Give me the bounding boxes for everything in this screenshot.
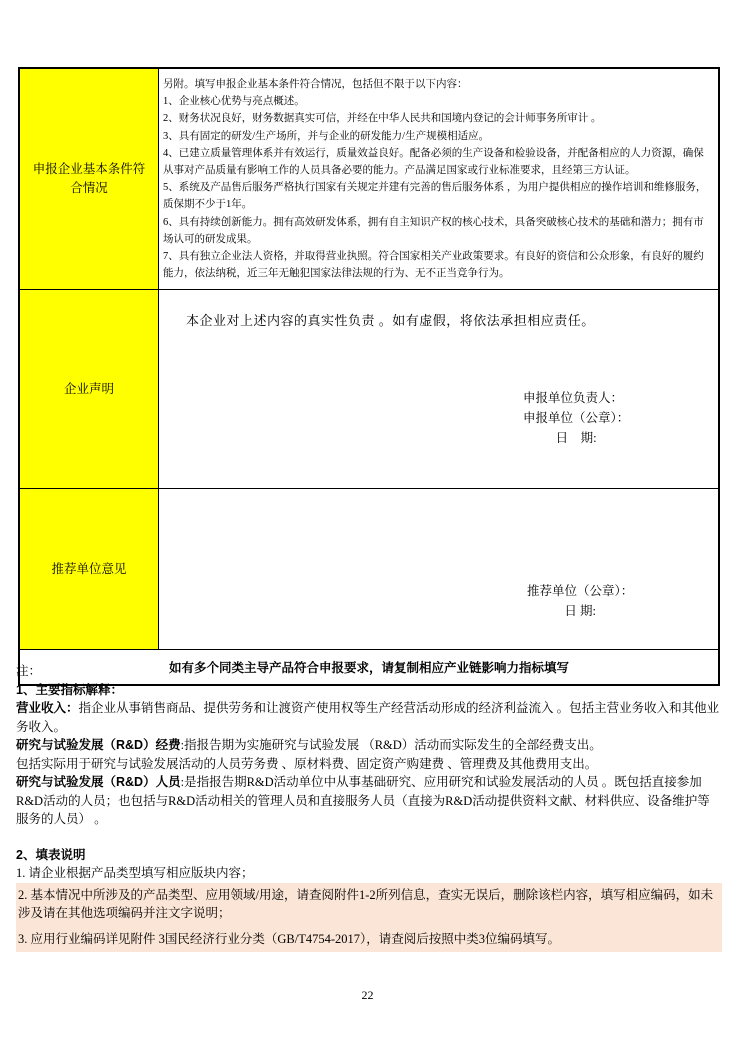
condition-paragraph: 3、具有固定的研发/生产场所，并与企业的研发能力/生产规模相适应。 <box>163 130 490 142</box>
declaration-statement: 本企业对上述内容的真实性负责 。如有虚假，将依法承担相应责任。 <box>186 313 595 329</box>
revenue-term: 营业收入： <box>16 701 79 715</box>
declaration-signature-block <box>523 388 629 448</box>
revenue-definition <box>16 699 722 736</box>
basic-conditions-row <box>19 68 719 290</box>
condition-paragraph: 4、已建立质量管理体系并有效运行，质量效益良好。配备必须的生产设备和检验设备，并配备相应的人力资源，确保从事对产品质量有影响工作的人员具备必要的能力。产品满足国家或行业标准要求，且经第三方认证。 <box>163 147 704 177</box>
declaration-row <box>19 290 719 489</box>
condition-paragraph: 5、系统及产品售后服务严格执行国家有关规定并建有完善的售后服务体系 ，为用户提供相应的操作培训和维修服务，质保期不少于1年。 <box>163 182 707 211</box>
declaration-content-cell <box>159 290 720 489</box>
rd-expense-text-2: 包括实际用于研究与试验发展活动的人员劳务费 、原材料费、固定资产购建费 、管理费及其他费用支出。 <box>16 756 598 771</box>
form-instructions-title: 2、填表说明 <box>16 847 86 862</box>
signature-line: 申报单位（公章）： <box>523 411 630 426</box>
basic-conditions-content-cell <box>159 68 720 290</box>
instruction-item-1: 1. 请企业根据产品类型填写相应版块内容； <box>16 866 254 880</box>
instruction-item-2: 2. 基本情况中所涉及的产品类型、应用领域/用途，请查阅附件1-2所列信息，查实无误后，删除该栏内容，填写相应编码，如未涉及请在其他选项编码并注文字说明； <box>16 883 722 927</box>
signature-line: 日 期: <box>564 604 596 619</box>
rd-expense-term: 研究与试验发展（R&D）经费 <box>16 738 181 752</box>
condition-paragraph: 另附。填写申报企业基本条件符合情况，包括但不限于以下内容： <box>163 79 468 90</box>
signature-line: 日 期: <box>555 431 597 446</box>
footer-note-cell: 如有多个同类主导产品符合申报要求，请复制相应产业链影响力指标填写 <box>19 650 719 686</box>
notes-section <box>16 662 722 952</box>
recommendation-label-cell: 推荐单位意见 <box>19 489 159 650</box>
rd-personnel-text: :是指报告期R&D活动单位中从事基础研究、应用研究和试验发展活动的人员 。既包括直接参加R&D活动的人员；也包括与R&D活动相关的管理人员和直接服务人员（直接为R&D活动提供资料文献、材料供应、设备维护等服务的人员） 。 <box>16 775 710 826</box>
condition-paragraph: 6、具有持续创新能力。拥有高效研发体系，拥有自主知识产权的核心技术，具备突破核心技术的基础和潜力；拥有市场认可的研发成果。 <box>163 216 704 245</box>
indicator-section-title: 1、主要指标解释： <box>16 682 123 697</box>
condition-paragraph: 7、具有独立企业法人资格，并取得营业执照。符合国家相关产业政策要求。有良好的资信和公众形象，有良好的履约能力，依法纳税，近三年无触犯国家法律法规的行为、无不正当竞争行为。 <box>163 251 704 280</box>
basic-conditions-label-cell: 申报企业基本条件符合情况 <box>19 68 159 290</box>
condition-paragraph: 2、财务状况良好，财务数据真实可信，并经在中华人民共和国境内登记的会计师事务所审计 。 <box>163 113 602 125</box>
condition-paragraph: 1、企业核心优势与亮点概述。 <box>163 96 305 108</box>
rd-personnel-definition <box>16 773 722 829</box>
rd-expense-definition <box>16 736 722 755</box>
revenue-text: 指企业从事销售商品、提供劳务和让渡资产使用权等生产经营活动形成的经济利益流入 。包括主营业务收入和其他业务收入。 <box>16 701 720 734</box>
recommendation-signature-block <box>527 581 633 621</box>
recommendation-row <box>19 489 719 650</box>
rd-expense-text: :指报告期为实施研究与试验发展 （R&D）活动而实际发生的全部经费支出。 <box>180 738 602 752</box>
instruction-item-3: 3. 应用行业编码详见附件 3国民经济行业分类（GB/T4754-2017），请查阅后按照中类3位编码填写。 <box>16 927 722 953</box>
rd-personnel-term: 研究与试验发展（R&D）人员 <box>16 775 181 789</box>
page-number: 22 <box>361 988 374 1002</box>
basic-conditions-text <box>160 70 717 288</box>
signature-line: 申报单位负责人： <box>523 391 624 406</box>
declaration-label-cell: 企业声明 <box>19 290 159 489</box>
application-form-table <box>18 67 720 686</box>
signature-line: 推荐单位（公章）： <box>527 584 634 599</box>
note-prefix: 注： <box>16 664 42 678</box>
recommendation-content-cell <box>159 489 720 650</box>
